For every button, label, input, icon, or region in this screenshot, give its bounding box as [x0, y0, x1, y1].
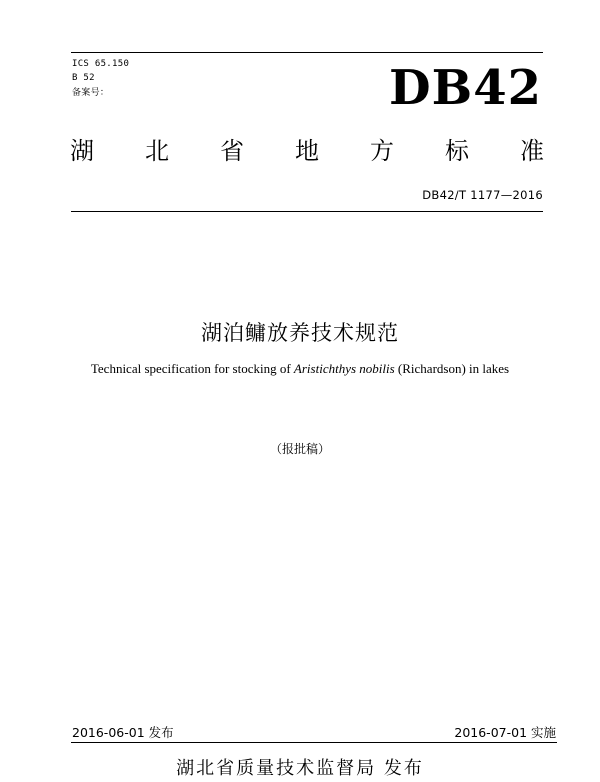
standard-name-char: 准: [520, 137, 544, 165]
draft-status: （报批稿）: [269, 442, 330, 456]
implementation-date: 2016-07-01 实施: [454, 725, 556, 740]
standard-name: [70, 135, 544, 167]
document-title-english: [0, 360, 600, 378]
document-title-chinese: 湖泊鳙放养技术规范: [201, 321, 399, 345]
standard-name-char: 地: [295, 137, 319, 165]
standard-name-char: 方: [370, 137, 394, 165]
ics-code: ICS 65.150: [72, 59, 130, 69]
standard-name-char: 标: [445, 137, 469, 165]
record-number-label: 备案号：: [72, 88, 110, 98]
standard-name-char: 湖: [70, 137, 94, 165]
standard-code-logo: DB42: [389, 60, 542, 116]
title-en-species: Aristichthys nobilis: [293, 361, 395, 376]
ccs-code: B 52: [72, 73, 95, 83]
title-en-prefix: Technical specification for stocking of: [90, 361, 294, 376]
standard-name-char: 省: [220, 137, 244, 165]
header-rule: [71, 211, 543, 212]
issuing-authority: 湖北省质量技术监督局 发布: [176, 758, 424, 779]
title-en-suffix: (Richardson) in lakes: [394, 361, 510, 376]
top-rule: [71, 52, 543, 53]
issue-date: 2016-06-01 发布: [72, 725, 174, 740]
standard-name-char: 北: [145, 137, 169, 165]
standard-number: DB42/T 1177—2016: [422, 188, 543, 202]
footer-rule: [71, 742, 557, 743]
